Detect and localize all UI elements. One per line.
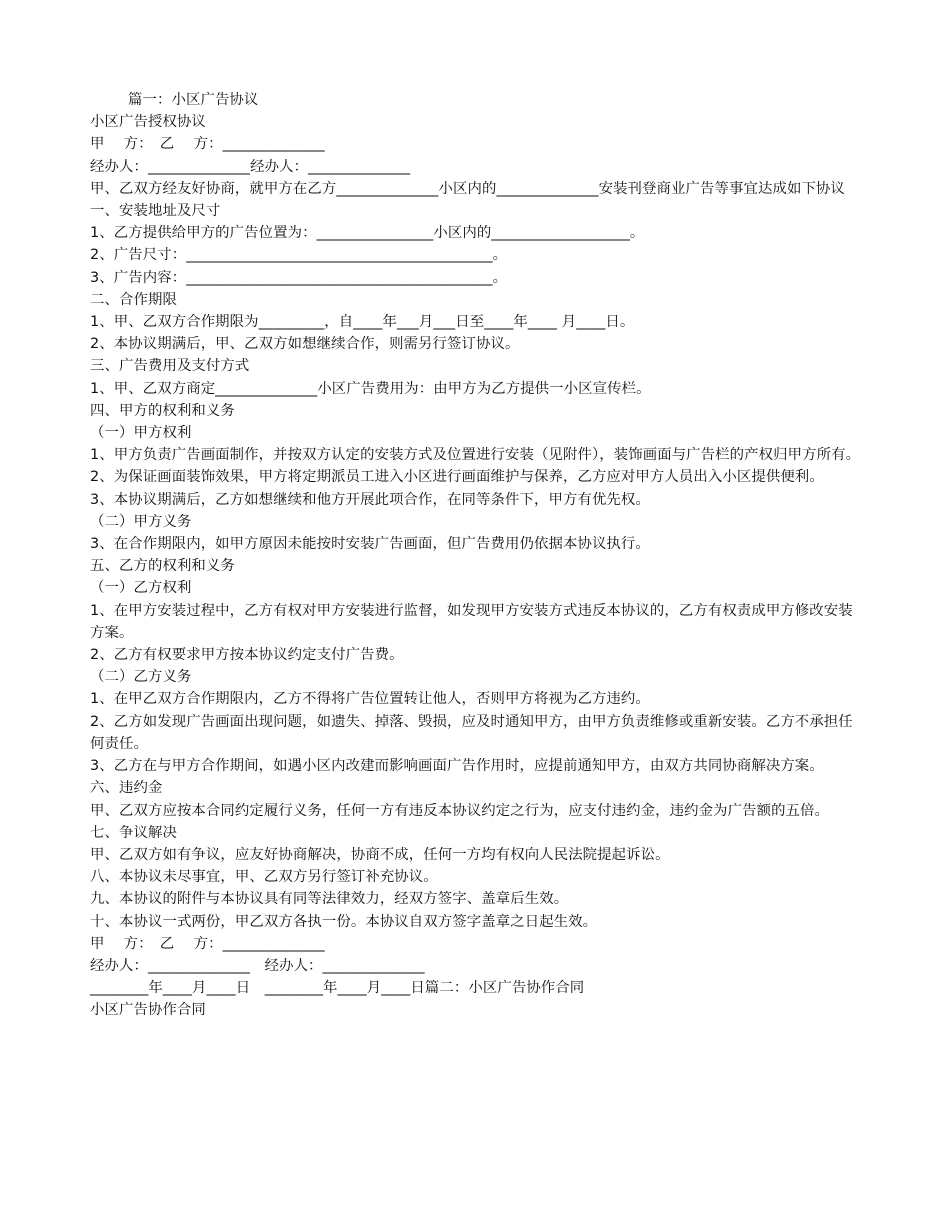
clause-5-1-1: 1、在甲方安装过程中，乙方有权对甲方安装进行监督，如发现甲方安装方式违反本协议的，乙方有权责成甲方修改安装方案。 bbox=[90, 602, 853, 641]
subsection-heading-4-1: （一）甲方权利 bbox=[90, 425, 192, 442]
clause-2-1: 1、甲、乙双方合作期限为_________，自____年___月___日至____年____ 月____日。 bbox=[90, 314, 635, 331]
clause-10: 十、本协议一式两份，甲乙双方各执一份。本协议自双方签字盖章之日起生效。 bbox=[90, 913, 598, 930]
document-page bbox=[90, 89, 865, 1022]
section-heading-1: 一、安装地址及尺寸 bbox=[90, 203, 221, 220]
clause-1-2: 2、广告尺寸：__________________________________________。 bbox=[90, 247, 508, 264]
clause-4-1-2: 2、为保证画面装饰效果，甲方将定期派员工进入小区进行画面维护与保养，乙方应对甲方人员出入小区提供便利。 bbox=[90, 469, 824, 486]
document-title-2: 小区广告协作合同 bbox=[90, 1002, 206, 1019]
clause-2-2: 2、本协议期满后，甲、乙双方如想继续合作，则需另行签订协议。 bbox=[90, 336, 520, 353]
subsection-heading-4-2: （二）甲方义务 bbox=[90, 513, 192, 530]
section-heading-3: 三、广告费用及支付方式 bbox=[90, 358, 250, 375]
preamble-paragraph: 甲、乙双方经友好协商，就甲方在乙方______________小区内的______________安装刊登商业广告等事宜达成如下协议 bbox=[90, 180, 845, 197]
agent-line: 经办人：______________经办人：______________ bbox=[90, 158, 411, 175]
section-heading-6: 六、违约金 bbox=[90, 780, 163, 797]
clause-5-2-1: 1、在甲乙双方合作期限内，乙方不得将广告位置转让他人，否则甲方将视为乙方违约。 bbox=[90, 691, 650, 708]
subsection-heading-5-1: （一）乙方权利 bbox=[90, 580, 192, 597]
party-line: 甲 方： 乙 方：______________ bbox=[90, 136, 325, 153]
clause-4-2-3: 3、在合作期限内，如甲方原因未能按时安装广告画面，但广告费用仍依据本协议执行。 bbox=[90, 536, 650, 553]
clause-6: 甲、乙双方应按本合同约定履行义务，任何一方有违反本协议约定之行为，应支付违约金，违约金为广告额的五倍。 bbox=[90, 802, 830, 819]
signature-party-line: 甲 方： 乙 方：______________ bbox=[90, 935, 325, 952]
section-heading-4: 四、甲方的权利和义务 bbox=[90, 402, 235, 419]
clause-4-1-3: 3、本协议期满后，乙方如想继续和他方开展此项合作，在同等条件下，甲方有优先权。 bbox=[90, 491, 650, 508]
clause-5-1-2: 2、乙方有权要求甲方按本协议约定支付广告费。 bbox=[90, 647, 404, 664]
document-title: 小区广告授权协议 bbox=[90, 114, 206, 131]
subsection-heading-5-2: （二）乙方义务 bbox=[90, 669, 192, 686]
signature-agent-line: 经办人：______________ 经办人：______________ bbox=[90, 957, 425, 974]
clause-7: 甲、乙双方如有争议，应友好协商解决，协商不成，任何一方均有权向人民法院提起诉讼。 bbox=[90, 846, 670, 863]
clause-9: 九、本协议的附件与本协议具有同等法律效力，经双方签字、盖章后生效。 bbox=[90, 891, 569, 908]
section-heading-5: 五、乙方的权利和义务 bbox=[90, 558, 235, 575]
section-heading-7: 七、争议解决 bbox=[90, 824, 177, 841]
clause-5-2-3: 3、乙方在与甲方合作期间，如遇小区内改建而影响画面广告作用时，应提前通知甲方，由双方共同协商解决方案。 bbox=[90, 758, 824, 775]
clause-1-3: 3、广告内容：__________________________________________。 bbox=[90, 269, 508, 286]
clause-8: 八、本协议未尽事宜，甲、乙双方另行签订补充协议。 bbox=[90, 869, 438, 886]
clause-5-2-2: 2、乙方如发现广告画面出现问题，如遗失、掉落、毁损，应及时通知甲方，由甲方负责维修或重新安装。乙方不承担任何责任。 bbox=[90, 713, 853, 752]
signature-date-line: ________年____月____日 ________年____月____日篇二：小区广告协作合同 bbox=[90, 980, 585, 997]
chapter-heading-1: 篇一：小区广告协议 bbox=[128, 92, 259, 108]
clause-1-1: 1、乙方提供给甲方的广告位置为：________________小区内的___________________。 bbox=[90, 225, 645, 242]
section-heading-2: 二、合作期限 bbox=[90, 291, 177, 308]
clause-4-1-1: 1、甲方负责广告画面制作，并按双方认定的安装方式及位置进行安装（见附件），装饰画面与广告栏的产权归甲方所有。 bbox=[90, 447, 861, 464]
clause-3-1: 1、甲、乙双方商定______________小区广告费用为：由甲方为乙方提供一小区宣传栏。 bbox=[90, 380, 651, 397]
